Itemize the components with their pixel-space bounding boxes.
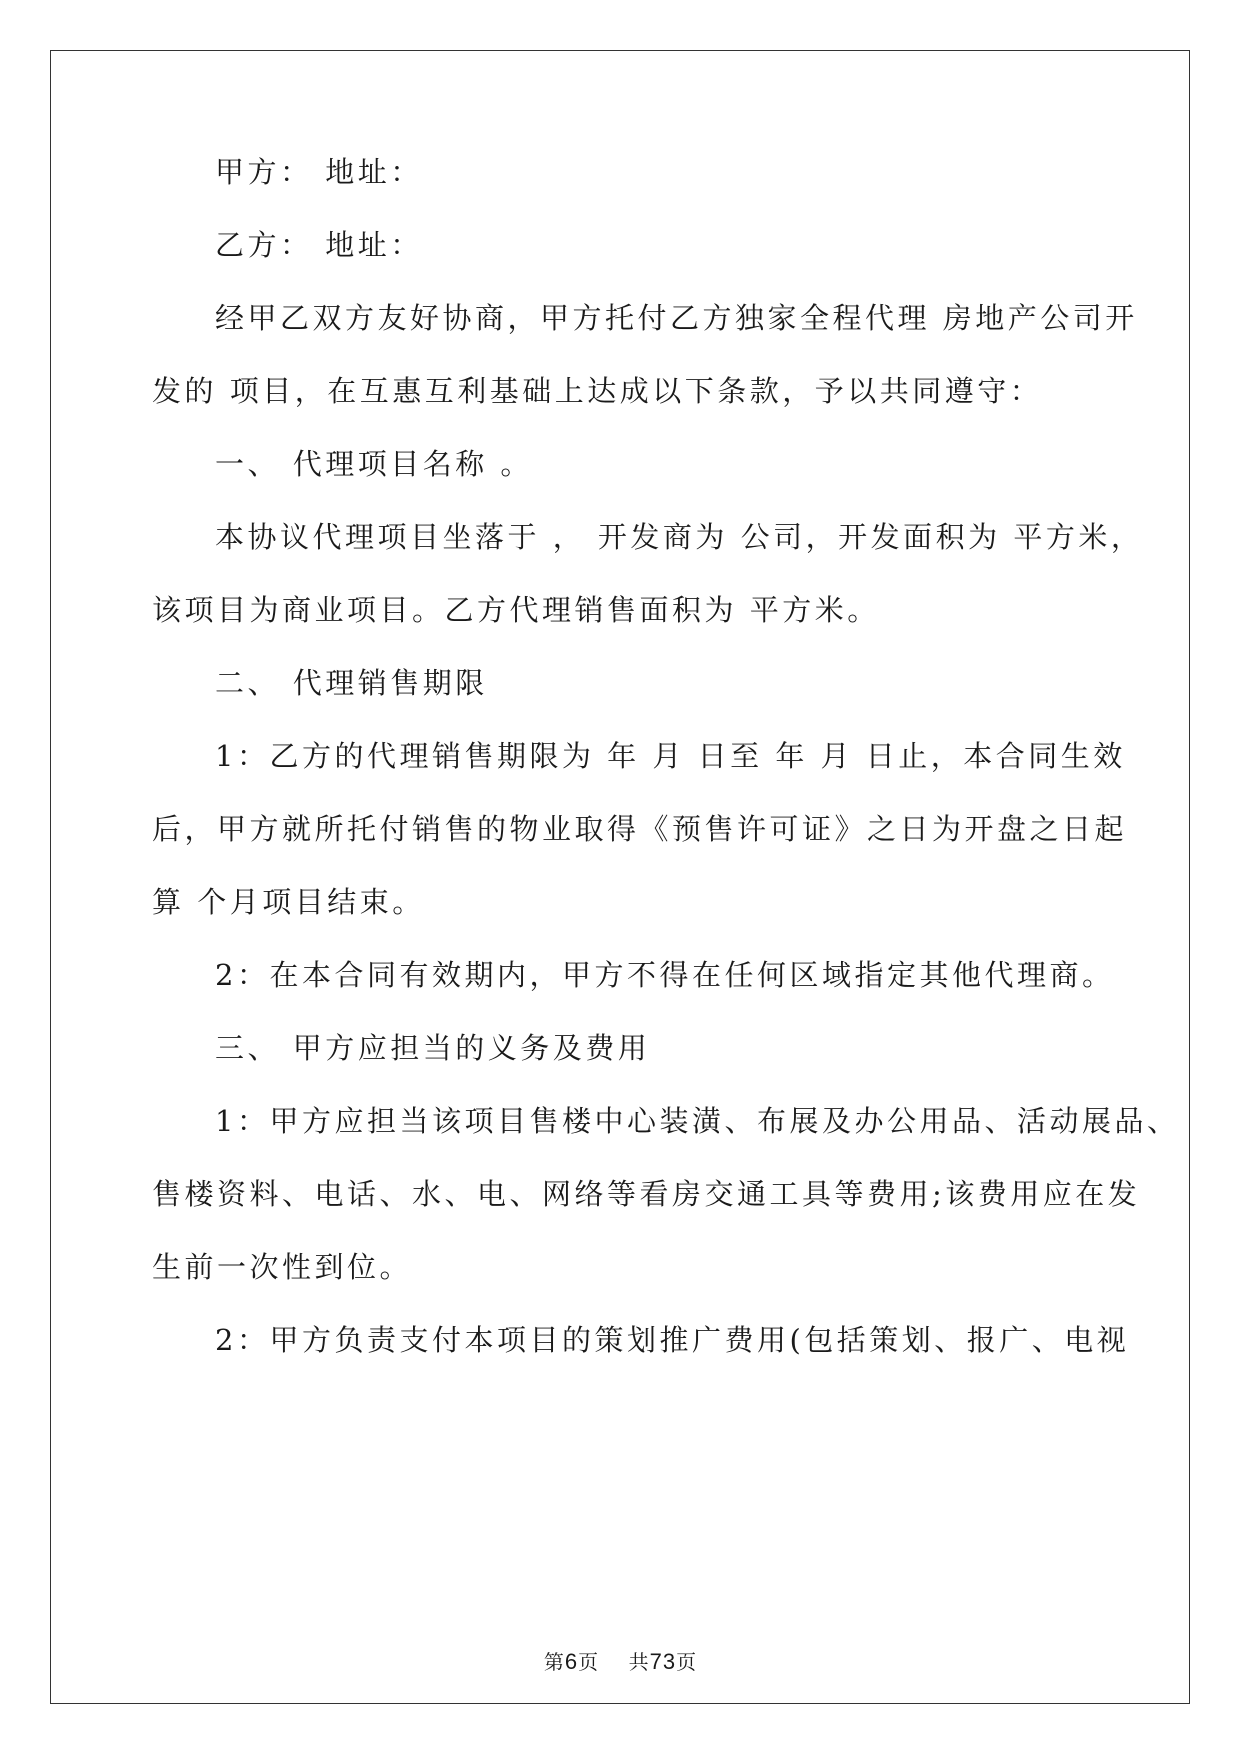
paragraph-line: 发的 项目，在互惠互利基础上达成以下条款，予以共同遵守： (152, 374, 1043, 408)
paragraph-line: 售楼资料、电话、水、电、网络等看房交通工具等费用;该费用应在发 (152, 1177, 1141, 1211)
paragraph-line: 算 个月项目结束。 (152, 885, 425, 919)
page-footer (0, 1648, 1241, 1676)
paragraph-line: 后，甲方就所托付销售的物业取得《预售许可证》之日为开盘之日起 (152, 812, 1128, 846)
paragraph-line: 1：甲方应担当该项目售楼中心装潢、布展及办公用品、活动展品、 (215, 1104, 1180, 1138)
current-page-number: 6 (564, 1649, 579, 1674)
section-heading-3: 三、 甲方应担当的义务及费用 (215, 1031, 651, 1065)
footer-prefix: 第 (543, 1650, 565, 1674)
paragraph-line: 2：在本合同有效期内，甲方不得在任何区域指定其他代理商。 (215, 958, 1115, 992)
footer-mid: 页 共 (578, 1650, 650, 1674)
total-page-number: 73 (649, 1649, 677, 1674)
paragraph-line: 生前一次性到位。 (152, 1250, 413, 1284)
paragraph-line: 1：乙方的代理销售期限为 年 月 日至 年 月 日止，本合同生效 (215, 739, 1126, 773)
section-heading-1: 一、 代理项目名称 。 (215, 447, 533, 481)
section-heading-2: 二、 代理销售期限 (215, 666, 488, 700)
paragraph-line: 该项目为商业项目。乙方代理销售面积为 平方米。 (152, 593, 880, 627)
paragraph-line: 本协议代理项目坐落于 ， 开发商为 公司，开发面积为 平方米， (215, 520, 1144, 554)
party-b-line: 乙方： 地址： (215, 228, 423, 262)
footer-suffix: 页 (676, 1650, 698, 1674)
party-a-line: 甲方： 地址： (215, 155, 423, 189)
paragraph-line: 经甲乙双方友好协商，甲方托付乙方独家全程代理 房地产公司开 (215, 301, 1138, 335)
paragraph-line: 2：甲方负责支付本项目的策划推广费用(包括策划、报广、电视 (215, 1323, 1130, 1357)
